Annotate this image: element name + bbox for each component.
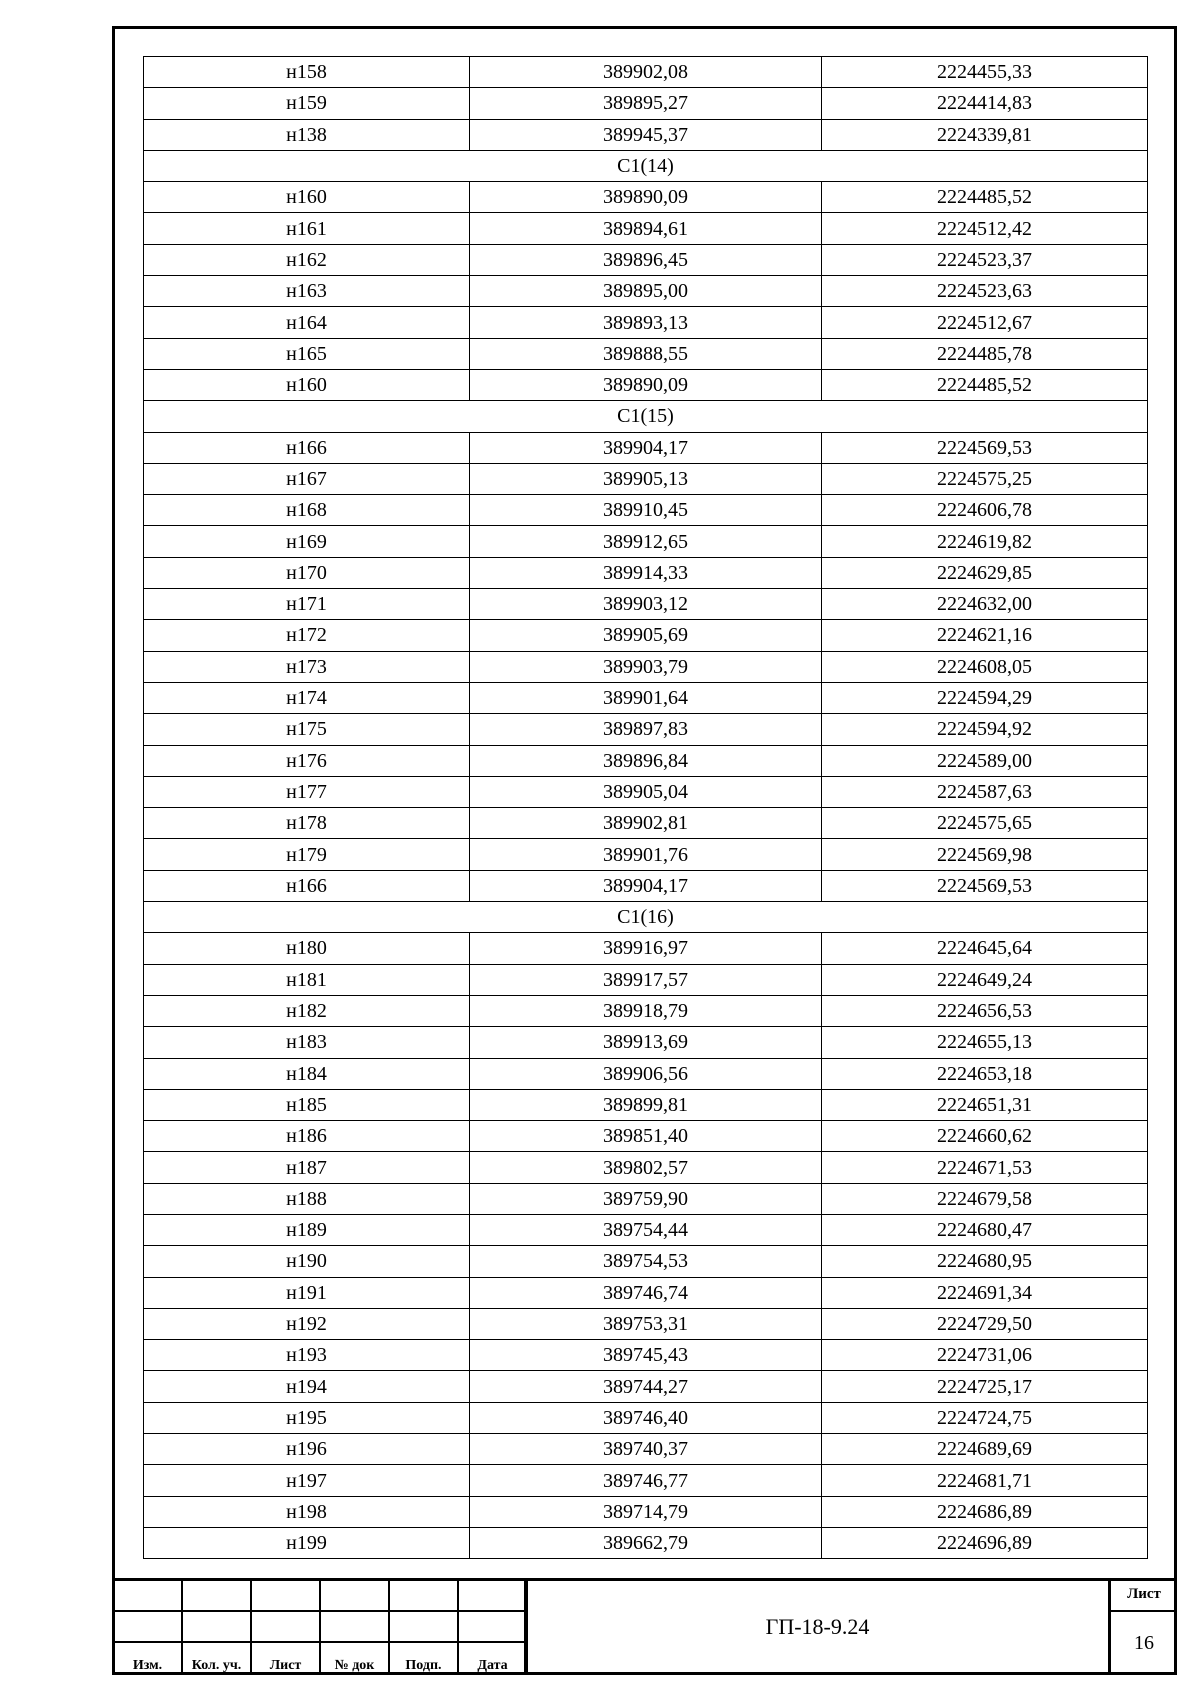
revision-row xyxy=(113,1579,527,1611)
col-signature-label: Подп. xyxy=(389,1642,458,1674)
y-coordinate-cell: 2224512,67 xyxy=(822,307,1148,338)
x-coordinate-cell: 389890,09 xyxy=(470,182,822,213)
y-coordinate-cell: 2224575,65 xyxy=(822,808,1148,839)
revision-row xyxy=(113,1611,527,1643)
x-coordinate-cell: 389910,45 xyxy=(470,495,822,526)
y-coordinate-cell: 2224606,78 xyxy=(822,495,1148,526)
x-coordinate-cell: 389905,69 xyxy=(470,620,822,651)
point-id-cell: н194 xyxy=(144,1371,470,1402)
y-coordinate-cell: 2224653,18 xyxy=(822,1058,1148,1089)
point-id-cell: н186 xyxy=(144,1121,470,1152)
point-id-cell: н175 xyxy=(144,714,470,745)
col-date-label: Дата xyxy=(458,1642,527,1674)
x-coordinate-cell: 389897,83 xyxy=(470,714,822,745)
y-coordinate-cell: 2224729,50 xyxy=(822,1308,1148,1339)
table-row xyxy=(144,557,1148,588)
table-row xyxy=(144,1152,1148,1183)
y-coordinate-cell: 2224523,37 xyxy=(822,244,1148,275)
table-row xyxy=(144,714,1148,745)
point-id-cell: н190 xyxy=(144,1246,470,1277)
y-coordinate-cell: 2224455,33 xyxy=(822,57,1148,88)
table-row xyxy=(144,1434,1148,1465)
table-row xyxy=(144,119,1148,150)
section-label: С1(14) xyxy=(144,150,1148,181)
point-id-cell: н199 xyxy=(144,1527,470,1558)
y-coordinate-cell: 2224686,89 xyxy=(822,1496,1148,1527)
table-row xyxy=(144,1121,1148,1152)
x-coordinate-cell: 389754,53 xyxy=(470,1246,822,1277)
point-id-cell: н182 xyxy=(144,995,470,1026)
table-row xyxy=(144,463,1148,494)
x-coordinate-cell: 389904,17 xyxy=(470,432,822,463)
point-id-cell: н188 xyxy=(144,1183,470,1214)
y-coordinate-cell: 2224651,31 xyxy=(822,1089,1148,1120)
point-id-cell: н165 xyxy=(144,338,470,369)
y-coordinate-cell: 2224680,95 xyxy=(822,1246,1148,1277)
y-coordinate-cell: 2224689,69 xyxy=(822,1434,1148,1465)
revision-cell xyxy=(458,1611,527,1643)
coordinates-table xyxy=(143,56,1148,1559)
y-coordinate-cell: 2224680,47 xyxy=(822,1214,1148,1245)
point-id-cell: н198 xyxy=(144,1496,470,1527)
section-label: С1(16) xyxy=(144,902,1148,933)
y-coordinate-cell: 2224621,16 xyxy=(822,620,1148,651)
x-coordinate-cell: 389662,79 xyxy=(470,1527,822,1558)
y-coordinate-cell: 2224632,00 xyxy=(822,589,1148,620)
x-coordinate-cell: 389754,44 xyxy=(470,1214,822,1245)
point-id-cell: н169 xyxy=(144,526,470,557)
table-row xyxy=(144,244,1148,275)
table-row xyxy=(144,526,1148,557)
x-coordinate-cell: 389901,64 xyxy=(470,682,822,713)
x-coordinate-cell: 389895,00 xyxy=(470,276,822,307)
x-coordinate-cell: 389802,57 xyxy=(470,1152,822,1183)
x-coordinate-cell: 389945,37 xyxy=(470,119,822,150)
sheet-box xyxy=(1108,1578,1177,1675)
point-id-cell: н172 xyxy=(144,620,470,651)
table-row xyxy=(144,651,1148,682)
table-row xyxy=(144,88,1148,119)
col-doc-number-label: № док xyxy=(320,1642,389,1674)
table-row xyxy=(144,745,1148,776)
y-coordinate-cell: 2224587,63 xyxy=(822,776,1148,807)
revision-header-row xyxy=(113,1642,527,1674)
x-coordinate-cell: 389744,27 xyxy=(470,1371,822,1402)
point-id-cell: н163 xyxy=(144,276,470,307)
point-id-cell: н197 xyxy=(144,1465,470,1496)
point-id-cell: н168 xyxy=(144,495,470,526)
section-label: С1(15) xyxy=(144,401,1148,432)
y-coordinate-cell: 2224696,89 xyxy=(822,1527,1148,1558)
point-id-cell: н189 xyxy=(144,1214,470,1245)
revision-cell xyxy=(320,1611,389,1643)
x-coordinate-cell: 389714,79 xyxy=(470,1496,822,1527)
point-id-cell: н159 xyxy=(144,88,470,119)
y-coordinate-cell: 2224414,83 xyxy=(822,88,1148,119)
col-izm-label: Изм. xyxy=(113,1642,182,1674)
table-row xyxy=(144,1277,1148,1308)
point-id-cell: н166 xyxy=(144,432,470,463)
point-id-cell: н173 xyxy=(144,651,470,682)
y-coordinate-cell: 2224485,52 xyxy=(822,182,1148,213)
table-row xyxy=(144,1371,1148,1402)
revision-cell xyxy=(251,1611,320,1643)
y-coordinate-cell: 2224569,53 xyxy=(822,432,1148,463)
table-row xyxy=(144,776,1148,807)
table-row xyxy=(144,1465,1148,1496)
point-id-cell: н161 xyxy=(144,213,470,244)
point-id-cell: н193 xyxy=(144,1340,470,1371)
point-id-cell: н184 xyxy=(144,1058,470,1089)
revision-cell xyxy=(389,1579,458,1611)
point-id-cell: н170 xyxy=(144,557,470,588)
point-id-cell: н195 xyxy=(144,1402,470,1433)
point-id-cell: н187 xyxy=(144,1152,470,1183)
section-header-row xyxy=(144,150,1148,181)
y-coordinate-cell: 2224594,92 xyxy=(822,714,1148,745)
point-id-cell: н176 xyxy=(144,745,470,776)
point-id-cell: н192 xyxy=(144,1308,470,1339)
x-coordinate-cell: 389913,69 xyxy=(470,1027,822,1058)
y-coordinate-cell: 2224660,62 xyxy=(822,1121,1148,1152)
x-coordinate-cell: 389903,12 xyxy=(470,589,822,620)
y-coordinate-cell: 2224485,78 xyxy=(822,338,1148,369)
x-coordinate-cell: 389903,79 xyxy=(470,651,822,682)
x-coordinate-cell: 389906,56 xyxy=(470,1058,822,1089)
table-row xyxy=(144,1496,1148,1527)
point-id-cell: н177 xyxy=(144,776,470,807)
point-id-cell: н174 xyxy=(144,682,470,713)
y-coordinate-cell: 2224594,29 xyxy=(822,682,1148,713)
x-coordinate-cell: 389912,65 xyxy=(470,526,822,557)
section-header-row xyxy=(144,902,1148,933)
coordinates-table-body xyxy=(144,57,1148,1559)
y-coordinate-cell: 2224619,82 xyxy=(822,526,1148,557)
y-coordinate-cell: 2224523,63 xyxy=(822,276,1148,307)
table-row xyxy=(144,995,1148,1026)
x-coordinate-cell: 389896,45 xyxy=(470,244,822,275)
x-coordinate-cell: 389917,57 xyxy=(470,964,822,995)
table-row xyxy=(144,620,1148,651)
table-row xyxy=(144,1183,1148,1214)
x-coordinate-cell: 389901,76 xyxy=(470,839,822,870)
table-row xyxy=(144,839,1148,870)
table-row xyxy=(144,213,1148,244)
revision-cell xyxy=(320,1579,389,1611)
y-coordinate-cell: 2224645,64 xyxy=(822,933,1148,964)
x-coordinate-cell: 389746,74 xyxy=(470,1277,822,1308)
point-id-cell: н167 xyxy=(144,463,470,494)
table-row xyxy=(144,57,1148,88)
revision-cell xyxy=(182,1579,251,1611)
table-row xyxy=(144,432,1148,463)
point-id-cell: н191 xyxy=(144,1277,470,1308)
table-row xyxy=(144,933,1148,964)
point-id-cell: н179 xyxy=(144,839,470,870)
table-row xyxy=(144,1308,1148,1339)
revision-cell xyxy=(113,1611,182,1643)
table-row xyxy=(144,964,1148,995)
x-coordinate-cell: 389905,04 xyxy=(470,776,822,807)
x-coordinate-cell: 389759,90 xyxy=(470,1183,822,1214)
point-id-cell: н160 xyxy=(144,182,470,213)
x-coordinate-cell: 389905,13 xyxy=(470,463,822,494)
table-row xyxy=(144,808,1148,839)
sheet-label: Лист xyxy=(1111,1578,1177,1612)
table-row xyxy=(144,682,1148,713)
table-row xyxy=(144,870,1148,901)
title-block xyxy=(112,1578,1177,1675)
point-id-cell: н180 xyxy=(144,933,470,964)
y-coordinate-cell: 2224655,13 xyxy=(822,1027,1148,1058)
table-row xyxy=(144,589,1148,620)
revision-cell xyxy=(389,1611,458,1643)
point-id-cell: н178 xyxy=(144,808,470,839)
point-id-cell: н160 xyxy=(144,369,470,400)
document-designation: ГП-18-9.24 xyxy=(524,1578,1108,1675)
y-coordinate-cell: 2224629,85 xyxy=(822,557,1148,588)
revision-cell xyxy=(251,1579,320,1611)
y-coordinate-cell: 2224339,81 xyxy=(822,119,1148,150)
y-coordinate-cell: 2224656,53 xyxy=(822,995,1148,1026)
point-id-cell: н158 xyxy=(144,57,470,88)
table-row xyxy=(144,1527,1148,1558)
y-coordinate-cell: 2224575,25 xyxy=(822,463,1148,494)
y-coordinate-cell: 2224485,52 xyxy=(822,369,1148,400)
x-coordinate-cell: 389745,43 xyxy=(470,1340,822,1371)
x-coordinate-cell: 389894,61 xyxy=(470,213,822,244)
table-row xyxy=(144,276,1148,307)
x-coordinate-cell: 389895,27 xyxy=(470,88,822,119)
table-row xyxy=(144,1214,1148,1245)
section-header-row xyxy=(144,401,1148,432)
revision-grid xyxy=(112,1578,528,1675)
y-coordinate-cell: 2224679,58 xyxy=(822,1183,1148,1214)
point-id-cell: н185 xyxy=(144,1089,470,1120)
point-id-cell: н162 xyxy=(144,244,470,275)
point-id-cell: н138 xyxy=(144,119,470,150)
revision-cell xyxy=(182,1611,251,1643)
x-coordinate-cell: 389893,13 xyxy=(470,307,822,338)
x-coordinate-cell: 389746,40 xyxy=(470,1402,822,1433)
point-id-cell: н171 xyxy=(144,589,470,620)
revision-cell xyxy=(458,1579,527,1611)
y-coordinate-cell: 2224512,42 xyxy=(822,213,1148,244)
x-coordinate-cell: 389902,81 xyxy=(470,808,822,839)
table-row xyxy=(144,1089,1148,1120)
y-coordinate-cell: 2224569,53 xyxy=(822,870,1148,901)
point-id-cell: н183 xyxy=(144,1027,470,1058)
point-id-cell: н164 xyxy=(144,307,470,338)
point-id-cell: н166 xyxy=(144,870,470,901)
col-kol-uch-label: Кол. уч. xyxy=(182,1642,251,1674)
point-id-cell: н196 xyxy=(144,1434,470,1465)
table-row xyxy=(144,1340,1148,1371)
y-coordinate-cell: 2224649,24 xyxy=(822,964,1148,995)
table-row xyxy=(144,495,1148,526)
x-coordinate-cell: 389918,79 xyxy=(470,995,822,1026)
table-row xyxy=(144,1246,1148,1277)
table-row xyxy=(144,1058,1148,1089)
table-row xyxy=(144,182,1148,213)
y-coordinate-cell: 2224608,05 xyxy=(822,651,1148,682)
point-id-cell: н181 xyxy=(144,964,470,995)
revision-cell xyxy=(113,1579,182,1611)
col-list-label: Лист xyxy=(251,1642,320,1674)
table-row xyxy=(144,1027,1148,1058)
x-coordinate-cell: 389890,09 xyxy=(470,369,822,400)
y-coordinate-cell: 2224671,53 xyxy=(822,1152,1148,1183)
y-coordinate-cell: 2224589,00 xyxy=(822,745,1148,776)
table-row xyxy=(144,369,1148,400)
x-coordinate-cell: 389914,33 xyxy=(470,557,822,588)
x-coordinate-cell: 389740,37 xyxy=(470,1434,822,1465)
x-coordinate-cell: 389896,84 xyxy=(470,745,822,776)
y-coordinate-cell: 2224681,71 xyxy=(822,1465,1148,1496)
x-coordinate-cell: 389851,40 xyxy=(470,1121,822,1152)
y-coordinate-cell: 2224731,06 xyxy=(822,1340,1148,1371)
table-row xyxy=(144,1402,1148,1433)
y-coordinate-cell: 2224725,17 xyxy=(822,1371,1148,1402)
x-coordinate-cell: 389888,55 xyxy=(470,338,822,369)
y-coordinate-cell: 2224569,98 xyxy=(822,839,1148,870)
x-coordinate-cell: 389902,08 xyxy=(470,57,822,88)
y-coordinate-cell: 2224691,34 xyxy=(822,1277,1148,1308)
x-coordinate-cell: 389916,97 xyxy=(470,933,822,964)
x-coordinate-cell: 389753,31 xyxy=(470,1308,822,1339)
table-row xyxy=(144,307,1148,338)
x-coordinate-cell: 389904,17 xyxy=(470,870,822,901)
table-row xyxy=(144,338,1148,369)
y-coordinate-cell: 2224724,75 xyxy=(822,1402,1148,1433)
x-coordinate-cell: 389899,81 xyxy=(470,1089,822,1120)
x-coordinate-cell: 389746,77 xyxy=(470,1465,822,1496)
sheet-number: 16 xyxy=(1134,1632,1154,1654)
